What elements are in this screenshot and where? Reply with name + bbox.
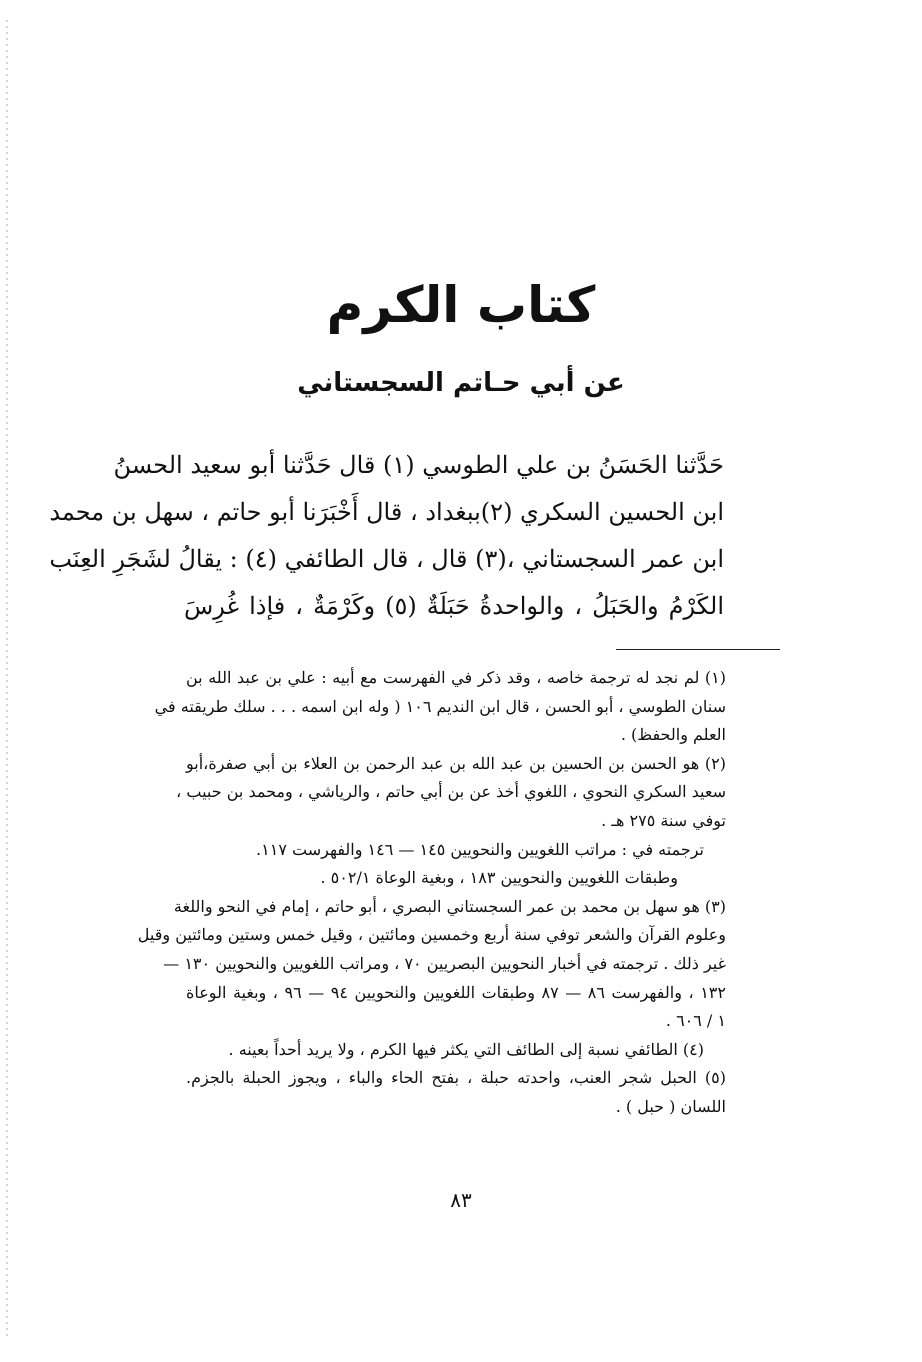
main-text-line: ابن عمر السجستاني ،(٣) قال ، قال الطائفي (٤) : يقالُ لشَجَرِ العِنَب bbox=[49, 545, 724, 573]
footnote-line: ١٣٢ ، والفهرست ٨٦ — ٨٧ وطبقات اللغويين والنحويين ٩٤ — ٩٦ ، وبغية الوعاة bbox=[186, 982, 726, 1002]
main-text-line: حَدَّثنا الحَسَنُ بن علي الطوسي (١) قال حَدَّثنا أبو سعيد الحسنُ bbox=[113, 451, 724, 479]
scan-edge-mark bbox=[6, 20, 8, 1340]
footnote-4 bbox=[186, 1036, 726, 1065]
book-subtitle: عن أبي حـاتم السجستاني bbox=[297, 368, 625, 398]
footnotes bbox=[137, 664, 726, 1122]
main-text-line: ابن الحسين السكري (٢)ببغداد ، قال أَخْبَرَنا أبو حاتم ، سهل بن محمد bbox=[49, 498, 724, 526]
footnote-line: (٣) هو سهل بن محمد بن عمر السجستاني البصري ، أبو حاتم ، إمام في النحو واللغة bbox=[173, 896, 726, 916]
footnote-line: ١ / ٦٠٦ . bbox=[665, 1011, 726, 1031]
footnote-line: ترجمته في : مراتب اللغويين والنحويين ١٤٥ — ١٤٦ والفهرست ١١٧. bbox=[256, 839, 704, 859]
main-text bbox=[49, 442, 724, 630]
footnote-3 bbox=[137, 893, 726, 1036]
footnote-1 bbox=[154, 664, 726, 750]
footnote-5 bbox=[186, 1064, 726, 1121]
footnote-line: (٢) هو الحسن بن الحسين بن عبد الله بن عبد الرحمن بن العلاء بن أبي صفرة،أبو bbox=[186, 753, 726, 773]
footnote-line: وعلوم القرآن والشعر توفي سنة أربع وخمسين ومائتين ، وقيل خمس وستين ومائتين وقيل bbox=[137, 925, 726, 945]
footnote-line: سنان الطوسي ، أبو الحسن ، قال ابن النديم ١٠٦ ( وله ابن اسمه . . . سلك طريقته في bbox=[154, 696, 726, 716]
footnote-line: اللسان ( حبل ) . bbox=[615, 1096, 726, 1116]
page-number: ٨٣ bbox=[450, 1188, 472, 1212]
footnote-line: (١) لم نجد له ترجمة خاصه ، وقد ذكر في الفهرست مع أبيه : علي بن عبد الله بن bbox=[186, 668, 726, 687]
footnote-line: توفي سنة ٢٧٥ هـ . bbox=[601, 810, 726, 830]
footnote-line: وطبقات اللغويين والنحويين ١٨٣ ، وبغية الوعاة ٥٠٢/١ . bbox=[320, 868, 678, 888]
footnote-line: العلم والحفظ) . bbox=[620, 725, 726, 745]
footnote-line: سعيد السكري النحوي ، اللغوي أخذ عن بن أبي حاتم ، والرياشي ، ومحمد بن حبيب ، bbox=[176, 782, 726, 802]
footnote-line: غير ذلك . ترجمته في أخبار النحويين البصريين ٧٠ ، ومراتب اللغويين والنحويين ١٣٠ — bbox=[163, 953, 726, 973]
footnote-separator bbox=[616, 649, 780, 650]
book-title: كتاب الكرم bbox=[326, 276, 596, 334]
footnote-2 bbox=[176, 750, 726, 893]
footnote-line: (٤) الطائفي نسبة إلى الطائف التي يكثر فيها الكرم ، ولا يريد أحداً بعينه . bbox=[228, 1039, 704, 1059]
main-text-line: الكَرْمُ والحَبَلُ ، والواحدةُ حَبَلَةٌ (٥) وكَرْمَةٌ ، فإذا غُرِسَ bbox=[184, 592, 724, 620]
footnote-line: (٥) الحبل شجر العنب، واحدته حبلة ، بفتح الحاء والباء ، ويجوز الحبلة بالجزم. bbox=[186, 1068, 726, 1088]
